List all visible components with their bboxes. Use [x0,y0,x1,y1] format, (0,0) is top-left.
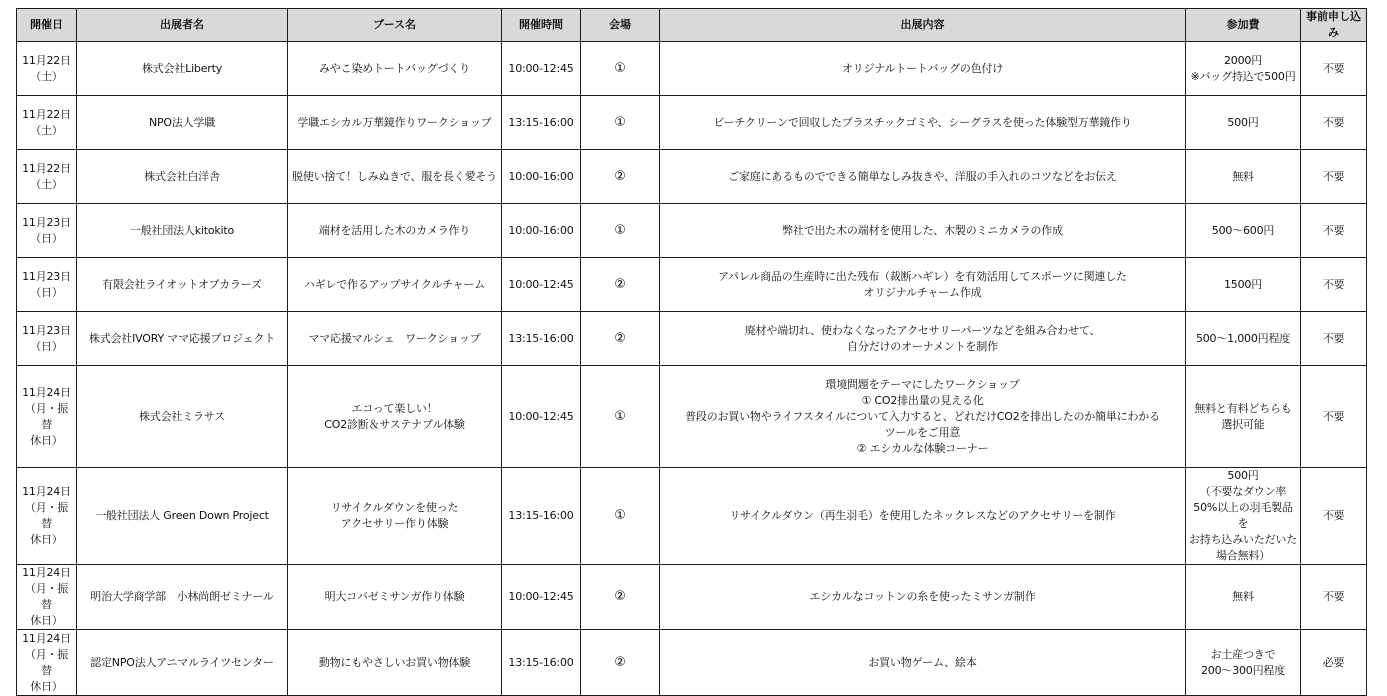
cell-time: 13:15-16:00 [502,96,581,150]
table-row [17,312,1367,366]
table-row [17,42,1367,96]
table-row [17,258,1367,312]
table-row [17,150,1367,204]
table-row [17,468,1367,565]
header-fee: 参加費 [1186,9,1301,42]
table-body [17,42,1367,696]
cell-exhibitor: 明治大学商学部 小林尚朗ゼミナール [77,565,288,630]
cell-time: 13:15-16:00 [502,630,581,696]
cell-content: オリジナルトートバッグの色付け [660,42,1186,96]
cell-exhibitor: 株式会社白洋舎 [77,150,288,204]
cell-date: 11月24日 （月・振替 休日） [17,630,77,696]
cell-fee: 500円 （不要なダウン率 50%以上の羽毛製品を お持ち込みいただいた 場合無料） [1186,468,1301,565]
cell-booth: ハギレで作るアップサイクルチャーム [288,258,502,312]
cell-fee: 500〜1,000円程度 [1186,312,1301,366]
cell-time: 10:00-12:45 [502,565,581,630]
header-reservation: 事前申し込み [1301,9,1367,42]
cell-date: 11月22日 （土） [17,96,77,150]
cell-content: ご家庭にあるものでできる簡単なしみ抜きや、洋服の手入れのコツなどをお伝え [660,150,1186,204]
header-time: 開催時間 [502,9,581,42]
cell-booth: 動物にもやさしいお買い物体験 [288,630,502,696]
cell-content: アパレル商品の生産時に出た残布（裁断ハギレ）を有効活用してスポーツに関連した オリジナルチャーム作成 [660,258,1186,312]
cell-booth: 学職エシカル万華鏡作りワークショップ [288,96,502,150]
cell-time: 10:00-16:00 [502,204,581,258]
cell-exhibitor: 一般社団法人 Green Down Project [77,468,288,565]
cell-fee: 無料 [1186,565,1301,630]
cell-exhibitor: NPO法人学職 [77,96,288,150]
cell-date: 11月23日 （日） [17,204,77,258]
cell-exhibitor: 認定NPO法人アニマルライツセンター [77,630,288,696]
cell-fee: 無料と有料どちらも 選択可能 [1186,366,1301,468]
header-date: 開催日 [17,9,77,42]
cell-date: 11月24日 （月・振替 休日） [17,565,77,630]
table-row [17,565,1367,630]
table-row [17,204,1367,258]
cell-reservation: 不要 [1301,366,1367,468]
cell-venue: ① [581,96,660,150]
cell-reservation: 不要 [1301,42,1367,96]
cell-date: 11月23日 （日） [17,258,77,312]
cell-booth: みやこ染めトートバッグづくり [288,42,502,96]
cell-time: 13:15-16:00 [502,312,581,366]
cell-exhibitor: 株式会社Liberty [77,42,288,96]
cell-date: 11月22日 （土） [17,42,77,96]
header-booth: ブース名 [288,9,502,42]
cell-date: 11月24日 （月・振替 休日） [17,468,77,565]
cell-exhibitor: 一般社団法人kitokito [77,204,288,258]
cell-reservation: 不要 [1301,258,1367,312]
cell-fee: 500円 [1186,96,1301,150]
cell-exhibitor: 株式会社ミラサス [77,366,288,468]
cell-booth: エコって楽しい！ CO2診断＆サステナブル体験 [288,366,502,468]
cell-reservation: 不要 [1301,312,1367,366]
cell-booth: リサイクルダウンを使った アクセサリー作り体験 [288,468,502,565]
cell-reservation: 不要 [1301,468,1367,565]
cell-fee: 500〜600円 [1186,204,1301,258]
cell-time: 13:15-16:00 [502,468,581,565]
table-row [17,366,1367,468]
cell-fee: 1500円 [1186,258,1301,312]
cell-time: 10:00-12:45 [502,366,581,468]
cell-fee: 2000円 ※バッグ持込で500円 [1186,42,1301,96]
cell-exhibitor: 株式会社IVORY ママ応援プロジェクト [77,312,288,366]
cell-exhibitor: 有限会社ライオットオブカラーズ [77,258,288,312]
cell-venue: ② [581,258,660,312]
cell-reservation: 必要 [1301,630,1367,696]
cell-content: エシカルなコットンの糸を使ったミサンガ制作 [660,565,1186,630]
cell-venue: ① [581,366,660,468]
cell-booth: 脱使い捨て！しみぬきで、服を長く愛そう [288,150,502,204]
header-venue: 会場 [581,9,660,42]
cell-date: 11月22日 （土） [17,150,77,204]
header-exhibitor: 出展者名 [77,9,288,42]
cell-content: 環境問題をテーマにしたワークショップ ① CO2排出量の見える化 普段のお買い物やライフスタイルについて入力すると、どれだけCO2を排出したのか簡単にわかる ツールをご用意 ② エシカルな体験コーナー [660,366,1186,468]
cell-content: リサイクルダウン（再生羽毛）を使用したネックレスなどのアクセサリーを制作 [660,468,1186,565]
cell-venue: ① [581,204,660,258]
cell-time: 10:00-12:45 [502,258,581,312]
cell-venue: ② [581,630,660,696]
table-row [17,96,1367,150]
cell-booth: 明大コバゼミサンガ作り体験 [288,565,502,630]
cell-reservation: 不要 [1301,150,1367,204]
cell-venue: ② [581,565,660,630]
exhibitor-schedule-table [16,8,1367,696]
header-content: 出展内容 [660,9,1186,42]
cell-content: 弊社で出た木の端材を使用した、木製のミニカメラの作成 [660,204,1186,258]
cell-time: 10:00-12:45 [502,42,581,96]
table-header [17,9,1367,42]
cell-fee: 無料 [1186,150,1301,204]
cell-booth: 端材を活用した木のカメラ作り [288,204,502,258]
cell-venue: ① [581,42,660,96]
cell-content: お買い物ゲーム、絵本 [660,630,1186,696]
cell-content: 廃材や端切れ、使わなくなったアクセサリーパーツなどを組み合わせて、 自分だけのオーナメントを制作 [660,312,1186,366]
cell-reservation: 不要 [1301,96,1367,150]
header-row [17,9,1367,42]
cell-content: ビーチクリーンで回収したプラスチックゴミや、シーグラスを使った体験型万華鏡作り [660,96,1186,150]
table-row [17,630,1367,696]
cell-reservation: 不要 [1301,565,1367,630]
cell-reservation: 不要 [1301,204,1367,258]
cell-date: 11月24日 （月・振替 休日） [17,366,77,468]
cell-fee: お土産つきで 200〜300円程度 [1186,630,1301,696]
cell-venue: ① [581,468,660,565]
cell-venue: ② [581,150,660,204]
cell-date: 11月23日 （日） [17,312,77,366]
cell-venue: ② [581,312,660,366]
cell-booth: ママ応援マルシェ ワークショップ [288,312,502,366]
cell-time: 10:00-16:00 [502,150,581,204]
